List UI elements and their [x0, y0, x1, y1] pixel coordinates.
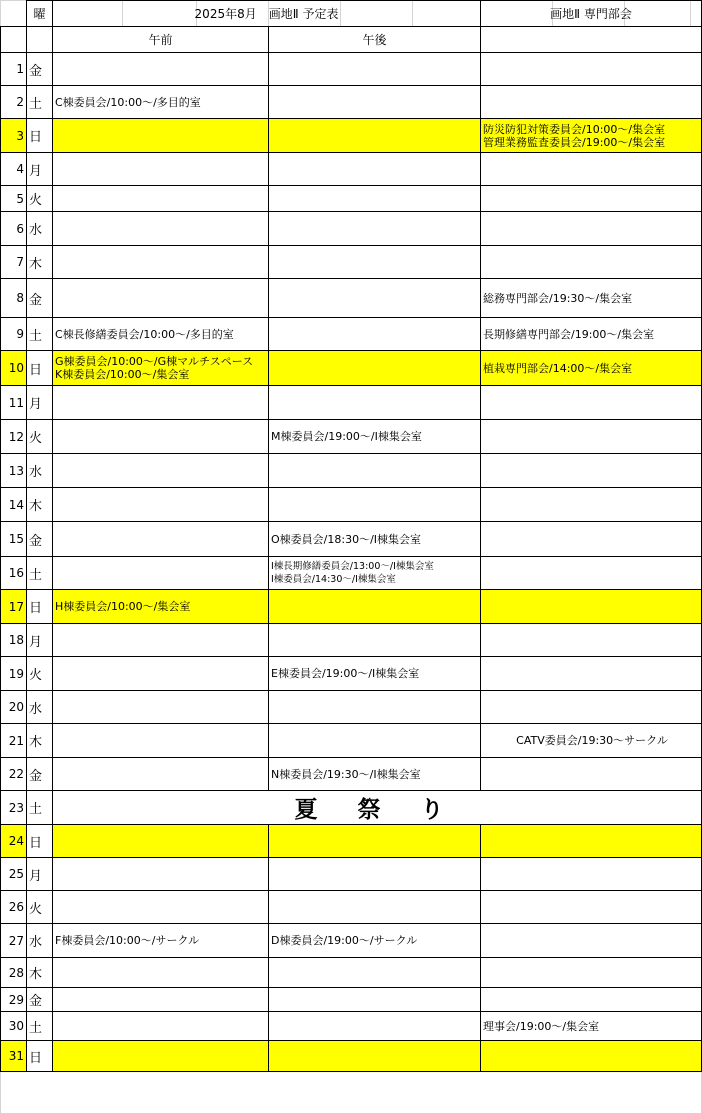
day-row	[1, 488, 702, 522]
day-of-week: 日	[27, 825, 53, 858]
day-of-week: 日	[27, 119, 53, 153]
am-event-cell	[53, 212, 269, 246]
day-of-week: 金	[27, 988, 53, 1012]
day-row	[1, 53, 702, 86]
blank-header-cell	[27, 27, 53, 53]
day-number: 10	[1, 351, 27, 386]
day-of-week: 日	[27, 590, 53, 624]
day-row	[1, 891, 702, 924]
day-row	[1, 212, 702, 246]
day-row	[1, 246, 702, 279]
pm-event-cell	[269, 1041, 481, 1072]
day-of-week: 水	[27, 212, 53, 246]
am-event-cell	[53, 624, 269, 657]
day-row	[1, 958, 702, 988]
committee-event-cell	[481, 386, 702, 420]
day-row	[1, 590, 702, 624]
am-event-cell	[53, 119, 269, 153]
day-number: 25	[1, 858, 27, 891]
pm-event-cell: E棟委員会/19:00～/I棟集会室	[269, 657, 481, 691]
day-row	[1, 351, 702, 386]
day-number: 17	[1, 590, 27, 624]
pm-event-cell: I棟長期修繕委員会/13:00～/I棟集会室 I棟委員会/14:30～/I棟集会室	[269, 557, 481, 590]
day-number: 2	[1, 86, 27, 119]
schedule-title: 2025年8月 画地Ⅱ 予定表	[53, 1, 481, 27]
day-of-week: 日	[27, 1041, 53, 1072]
am-event-cell	[53, 858, 269, 891]
day-row	[1, 557, 702, 590]
pm-event-cell	[269, 958, 481, 988]
day-of-week: 木	[27, 488, 53, 522]
day-number: 21	[1, 724, 27, 758]
pm-event-cell	[269, 246, 481, 279]
day-of-week: 土	[27, 791, 53, 825]
pm-event-cell	[269, 86, 481, 119]
am-event-cell	[53, 386, 269, 420]
day-row	[1, 119, 702, 153]
day-number: 7	[1, 246, 27, 279]
pm-event-cell: M棟委員会/19:00～/I棟集会室	[269, 420, 481, 454]
day-of-week: 木	[27, 724, 53, 758]
committee-event-cell	[481, 186, 702, 212]
committee-event-cell: 総務専門部会/19:30～/集会室	[481, 279, 702, 318]
day-number: 3	[1, 119, 27, 153]
pm-header: 午後	[269, 27, 481, 53]
day-of-week: 火	[27, 186, 53, 212]
title-row	[1, 1, 702, 27]
day-row	[1, 724, 702, 758]
day-row	[1, 318, 702, 351]
day-number: 11	[1, 386, 27, 420]
day-of-week: 月	[27, 624, 53, 657]
pm-event-cell	[269, 212, 481, 246]
pm-event-cell	[269, 186, 481, 212]
am-event-cell	[53, 1012, 269, 1041]
am-event-cell	[53, 691, 269, 724]
day-of-week: 土	[27, 86, 53, 119]
day-row	[1, 454, 702, 488]
day-row	[1, 153, 702, 186]
pm-event-cell	[269, 825, 481, 858]
day-row	[1, 758, 702, 791]
day-of-week: 日	[27, 351, 53, 386]
day-number: 23	[1, 791, 27, 825]
am-event-cell: C棟委員会/10:00～/多目的室	[53, 86, 269, 119]
pm-event-cell	[269, 386, 481, 420]
day-of-week: 金	[27, 53, 53, 86]
am-event-cell	[53, 724, 269, 758]
committee-event-cell	[481, 691, 702, 724]
day-row	[1, 791, 702, 825]
day-of-week: 金	[27, 279, 53, 318]
day-of-week: 火	[27, 657, 53, 691]
am-event-cell	[53, 153, 269, 186]
pm-event-cell	[269, 153, 481, 186]
pm-event-cell: N棟委員会/19:30～/I棟集会室	[269, 758, 481, 791]
day-of-week: 土	[27, 1012, 53, 1041]
am-event-cell: G棟委員会/10:00～/G棟マルチスペース K棟委員会/10:00～/集会室	[53, 351, 269, 386]
am-header: 午前	[53, 27, 269, 53]
committee-event-cell	[481, 153, 702, 186]
day-number: 28	[1, 958, 27, 988]
committee-event-cell: 防災防犯対策委員会/10:00～/集会室 管理業務監査委員会/19:00～/集会室	[481, 119, 702, 153]
committee-event-cell: 植栽専門部会/14:00～/集会室	[481, 351, 702, 386]
pm-event-cell	[269, 454, 481, 488]
pm-event-cell: O棟委員会/18:30～/I棟集会室	[269, 522, 481, 557]
committee-event-cell	[481, 53, 702, 86]
am-event-cell: C棟長修繕委員会/10:00～/多目的室	[53, 318, 269, 351]
day-of-week: 金	[27, 522, 53, 557]
committee-event-cell	[481, 624, 702, 657]
day-number: 14	[1, 488, 27, 522]
day-row	[1, 858, 702, 891]
am-event-cell	[53, 53, 269, 86]
am-event-cell	[53, 758, 269, 791]
pm-event-cell	[269, 351, 481, 386]
committee-event-cell	[481, 522, 702, 557]
committee-event-cell	[481, 488, 702, 522]
day-row	[1, 420, 702, 454]
pm-event-cell: D棟委員会/19:00～/サークル	[269, 924, 481, 958]
committee-event-cell	[481, 958, 702, 988]
blank-header-cell	[1, 27, 27, 53]
am-event-cell	[53, 557, 269, 590]
day-of-week: 水	[27, 691, 53, 724]
am-event-cell: H棟委員会/10:00～/集会室	[53, 590, 269, 624]
day-number: 26	[1, 891, 27, 924]
day-of-week: 水	[27, 924, 53, 958]
day-of-week: 土	[27, 318, 53, 351]
day-row	[1, 522, 702, 557]
committee-event-cell	[481, 1041, 702, 1072]
day-of-week: 金	[27, 758, 53, 791]
committee-event-cell	[481, 758, 702, 791]
am-event-cell	[53, 958, 269, 988]
day-of-week: 木	[27, 958, 53, 988]
day-number: 12	[1, 420, 27, 454]
day-row	[1, 1012, 702, 1041]
day-number: 1	[1, 53, 27, 86]
committee-event-cell: 長期修繕専門部会/19:00～/集会室	[481, 318, 702, 351]
day-row	[1, 825, 702, 858]
committee-event-cell	[481, 420, 702, 454]
day-number: 9	[1, 318, 27, 351]
day-number: 4	[1, 153, 27, 186]
am-event-cell	[53, 454, 269, 488]
day-number: 19	[1, 657, 27, 691]
pm-event-cell	[269, 691, 481, 724]
day-number: 22	[1, 758, 27, 791]
am-event-cell	[53, 522, 269, 557]
day-number: 24	[1, 825, 27, 858]
pm-event-cell	[269, 1012, 481, 1041]
day-row	[1, 279, 702, 318]
pm-event-cell	[269, 488, 481, 522]
pm-event-cell	[269, 590, 481, 624]
day-row	[1, 624, 702, 657]
day-number: 31	[1, 1041, 27, 1072]
pm-event-cell	[269, 988, 481, 1012]
day-of-week: 木	[27, 246, 53, 279]
day-number: 30	[1, 1012, 27, 1041]
blank-header-cell	[481, 27, 702, 53]
day-of-week: 月	[27, 858, 53, 891]
corner-cell	[1, 1, 27, 27]
am-event-cell	[53, 279, 269, 318]
day-number: 15	[1, 522, 27, 557]
committee-event-cell	[481, 988, 702, 1012]
day-number: 6	[1, 212, 27, 246]
day-row	[1, 691, 702, 724]
day-of-week: 火	[27, 891, 53, 924]
day-row	[1, 657, 702, 691]
committee-event-cell	[481, 557, 702, 590]
pm-event-cell	[269, 724, 481, 758]
day-of-week: 土	[27, 557, 53, 590]
day-number: 5	[1, 186, 27, 212]
committee-event-cell	[481, 246, 702, 279]
pm-event-cell	[269, 53, 481, 86]
festival-banner: 夏 祭 り	[53, 791, 702, 825]
am-event-cell	[53, 186, 269, 212]
day-row	[1, 924, 702, 958]
day-of-week: 月	[27, 153, 53, 186]
day-number: 8	[1, 279, 27, 318]
am-event-cell	[53, 891, 269, 924]
day-number: 13	[1, 454, 27, 488]
day-number: 29	[1, 988, 27, 1012]
committee-event-cell	[481, 858, 702, 891]
day-row	[1, 86, 702, 119]
day-number: 18	[1, 624, 27, 657]
am-event-cell: F棟委員会/10:00～/サークル	[53, 924, 269, 958]
subheader-row	[1, 27, 702, 53]
committee-title: 画地Ⅱ 専門部会	[481, 1, 702, 27]
committee-event-cell: CATV委員会/19:30～サークル	[481, 724, 702, 758]
committee-event-cell	[481, 212, 702, 246]
pm-event-cell	[269, 624, 481, 657]
day-number: 20	[1, 691, 27, 724]
day-of-week: 水	[27, 454, 53, 488]
committee-event-cell	[481, 590, 702, 624]
am-event-cell	[53, 488, 269, 522]
committee-event-cell	[481, 657, 702, 691]
committee-event-cell	[481, 891, 702, 924]
pm-event-cell	[269, 279, 481, 318]
day-of-week: 月	[27, 386, 53, 420]
dow-header: 曜	[27, 1, 53, 27]
pm-event-cell	[269, 119, 481, 153]
day-row	[1, 988, 702, 1012]
am-event-cell	[53, 657, 269, 691]
am-event-cell	[53, 246, 269, 279]
pm-event-cell	[269, 891, 481, 924]
day-number: 16	[1, 557, 27, 590]
day-row	[1, 1041, 702, 1072]
day-of-week: 火	[27, 420, 53, 454]
pm-event-cell	[269, 858, 481, 891]
day-row	[1, 186, 702, 212]
committee-event-cell	[481, 86, 702, 119]
committee-event-cell	[481, 454, 702, 488]
committee-event-cell: 理事会/19:00～/集会室	[481, 1012, 702, 1041]
committee-event-cell	[481, 924, 702, 958]
am-event-cell	[53, 825, 269, 858]
committee-event-cell	[481, 825, 702, 858]
am-event-cell	[53, 1041, 269, 1072]
am-event-cell	[53, 420, 269, 454]
day-row	[1, 386, 702, 420]
am-event-cell	[53, 988, 269, 1012]
pm-event-cell	[269, 318, 481, 351]
day-number: 27	[1, 924, 27, 958]
